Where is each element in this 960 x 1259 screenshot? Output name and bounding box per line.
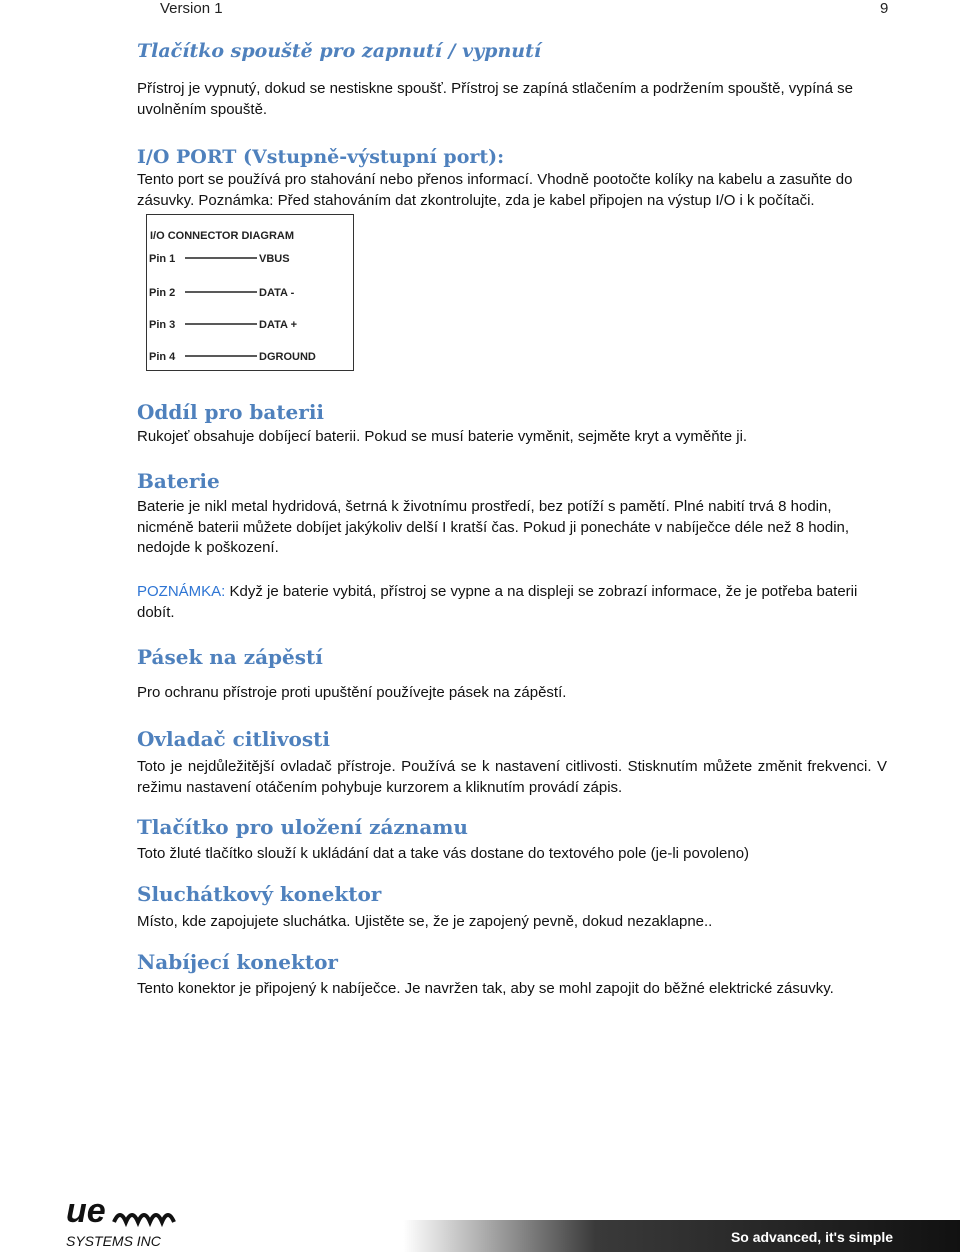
- pin-row-4: [149, 351, 316, 363]
- section-title-save-button: Tlačítko pro uložení záznamu: [137, 815, 468, 839]
- pin-label: Pin 1: [149, 253, 176, 265]
- section-text-wrist-strap: Pro ochranu přístroje proti upuštění používejte pásek na zápěstí.: [137, 684, 567, 701]
- note-text: Když je baterie vybitá, přístroj se vypne a na displeji se zobrazí informace, že je potřeba baterii dobít.: [137, 583, 858, 621]
- section-text-battery-compartment: Rukojeť obsahuje dobíjecí baterii. Pokud se musí baterie vyměnit, sejměte kryt a vyměňte ji.: [137, 428, 748, 445]
- diagram-svg: [147, 215, 353, 370]
- pin-label: Pin 2: [149, 287, 176, 299]
- pin-row-2: [149, 287, 295, 299]
- section-title-sensitivity: Ovladač citlivosti: [137, 727, 330, 751]
- section-text-battery: Baterie je nikl metal hydridová, šetrná k životnímu prostředí, bez potíží s pamětí. Plné nabití trvá 8 hodin, nicméně baterii můžete dobíjet jakýkoliv delší I kratší čas. Pokud ji ponecháte v nabíječce déle než 8 hodin, nedojde k poškození.: [137, 498, 850, 556]
- section-title-wrist-strap: Pásek na zápěstí: [137, 645, 323, 669]
- pin-row-3: [149, 319, 297, 331]
- section-text-sensitivity: Toto je nejdůležitější ovladač přístroje. Používá se k nastavení citlivosti. Stisknutím můžete změnit frekvenci. V režimu nastavení otáčením pohybuje kurzorem a kliknutím provádí zápis.: [137, 758, 887, 796]
- footer-svg: [0, 1188, 960, 1254]
- section-title-battery-compartment: Oddíl pro baterii: [137, 400, 325, 424]
- note-label: POZNÁMKA:: [137, 583, 226, 600]
- section-text-trigger: Přístroj je vypnutý, dokud se nestiskne spoušť. Přístroj se zapíná stlačením a podržením spouště, vypíná se uvolněním spouště.: [137, 80, 853, 118]
- page-number: 9: [880, 0, 889, 17]
- section-title-charger: Nabíjecí konektor: [137, 950, 338, 974]
- version-label: Version 1: [160, 0, 223, 17]
- section-title-trigger: Tlačítko spouště pro zapnutí / vypnutí: [137, 40, 542, 62]
- pin-signal: DATA -: [259, 287, 295, 299]
- footer-slogan: So advanced, it's simple: [730, 1229, 893, 1245]
- diagram-title: I/O CONNECTOR DIAGRAM: [150, 230, 295, 242]
- battery-note: [137, 582, 887, 623]
- logo-subtext: SYSTEMS INC: [66, 1233, 161, 1249]
- section-title-io-port: I/O PORT (Vstupně-výstupní port):: [137, 146, 505, 168]
- pin-row-1: [149, 253, 290, 265]
- io-connector-diagram: [146, 214, 354, 371]
- section-text-save-button: Toto žluté tlačítko slouží k ukládání dat a take vás dostane do textového pole (je-li povoleno): [137, 845, 750, 862]
- section-text-charger: Tento konektor je připojený k nabíječce. Je navržen tak, aby se mohl zapojit do běžné elektrické zásuvky.: [137, 980, 834, 997]
- pin-signal: DATA +: [259, 319, 297, 331]
- logo-text: ue: [66, 1192, 106, 1230]
- pin-label: Pin 3: [149, 319, 176, 331]
- section-title-headphone: Sluchátkový konektor: [137, 882, 382, 906]
- pin-label: Pin 4: [149, 351, 176, 363]
- pin-signal: VBUS: [259, 253, 290, 265]
- pin-signal: DGROUND: [259, 351, 316, 363]
- footer: [0, 1188, 960, 1254]
- section-text-io-port: Tento port se používá pro stahování nebo přenos informací. Vhodně pootočte kolíky na kabelu a zasuňte do zásuvky. Poznámka: Před stahováním dat zkontrolujte, zda je kabel připojen na výstup I/O i k počítači.: [137, 171, 853, 209]
- section-title-battery: Baterie: [137, 469, 220, 493]
- section-text-headphone: Místo, kde zapojujete sluchátka. Ujistěte se, že je zapojený pevně, dokud nezaklapne..: [137, 913, 713, 930]
